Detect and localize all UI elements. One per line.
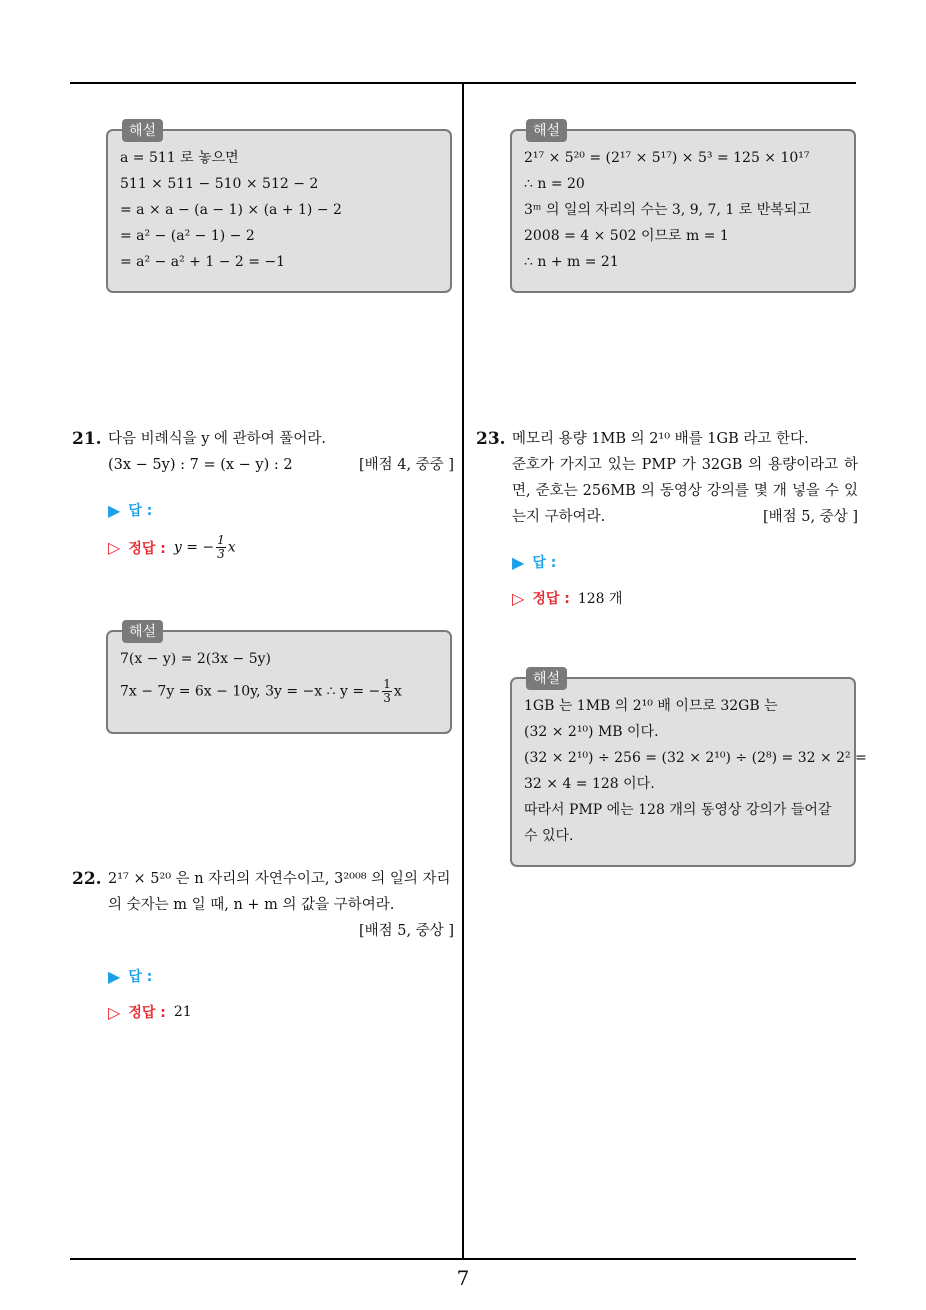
solution-line: 7x − 7y = 6x − 10y, 3y = −x ∴ y = − $\frac{1}{3}$ x bbox=[120, 677, 402, 705]
solution-line: a = 511 로 놓으면 bbox=[120, 150, 239, 166]
page-number: 7 bbox=[456, 1266, 470, 1290]
solution-line: 따라서 PMP 에는 128 개의 동영상 강의가 들어갈 bbox=[524, 802, 832, 818]
solution-line: = a² − (a² − 1) − 2 bbox=[120, 228, 255, 244]
question-number: 23. bbox=[476, 429, 506, 449]
solution-line: 32 × 4 = 128 이다. bbox=[524, 776, 655, 792]
solution-line: 2008 = 4 × 502 이므로 m = 1 bbox=[524, 228, 729, 244]
score-label: [배점 4, 중중 ] bbox=[358, 457, 454, 473]
column-divider bbox=[462, 83, 464, 1259]
question-text: 준호가 가지고 있는 PMP 가 32GB 의 용량이라고 하면, 준호는 256MB 의 동영상 강의를 몇 개 넣을 수 있는지 구하여라. bbox=[512, 457, 858, 525]
solution-tag: 해설 bbox=[122, 119, 163, 142]
filled-triangle-icon: ▶ bbox=[108, 966, 121, 986]
correct-answer-label: 정답 : bbox=[128, 540, 166, 557]
solution-line: ∴ n + m = 21 bbox=[524, 254, 619, 270]
solution-box-22 bbox=[510, 123, 856, 293]
question-number: 21. bbox=[72, 429, 102, 449]
correct-answer-row bbox=[108, 534, 236, 561]
solution-line: ∴ n = 20 bbox=[524, 176, 585, 192]
question-text: 다음 비례식을 y 에 관하여 풀어라. bbox=[108, 431, 326, 447]
correct-answer-value: y = − $\frac{1}{3}$ x bbox=[173, 533, 236, 561]
correct-answer-value: 21 bbox=[173, 1004, 192, 1020]
outline-triangle-icon: ▷ bbox=[512, 588, 525, 608]
solution-tag: 해설 bbox=[526, 119, 567, 142]
solution-line: 7(x − y) = 2(3x − 5y) bbox=[120, 651, 271, 667]
solution-line: 수 있다. bbox=[524, 828, 574, 844]
question-22 bbox=[72, 866, 454, 944]
correct-answer-label: 정답 : bbox=[532, 591, 570, 607]
outline-triangle-icon: ▷ bbox=[108, 538, 121, 557]
answer-label: 답 : bbox=[128, 969, 153, 985]
question-text: 메모리 용량 1MB 의 2¹⁰ 배를 1GB 라고 한다. bbox=[512, 431, 809, 447]
correct-answer-row bbox=[108, 1002, 192, 1022]
solution-line: = a² − a² + 1 − 2 = −1 bbox=[120, 254, 286, 270]
question-number: 22. bbox=[72, 869, 102, 889]
answer-label: 답 : bbox=[128, 503, 153, 519]
filled-triangle-icon: ▶ bbox=[108, 500, 121, 520]
solution-line: 511 × 511 − 510 × 512 − 2 bbox=[120, 176, 319, 192]
solution-line: 2¹⁷ × 5²⁰ = (2¹⁷ × 5¹⁷) × 5³ = 125 × 10¹⁷ bbox=[524, 150, 810, 166]
question-text: 의 숫자는 m 일 때, n + m 의 값을 구하여라. bbox=[108, 897, 395, 913]
correct-answer-label: 정답 : bbox=[128, 1005, 166, 1021]
question-equation: (3x − 5y) : 7 = (x − y) : 2 bbox=[108, 457, 293, 473]
solution-box-20 bbox=[106, 123, 452, 293]
answer-row bbox=[108, 500, 152, 520]
solution-tag: 해설 bbox=[122, 620, 163, 643]
solution-line: 1GB 는 1MB 의 2¹⁰ 배 이므로 32GB 는 bbox=[524, 698, 778, 714]
solution-line: (32 × 2¹⁰) MB 이다. bbox=[524, 724, 659, 740]
filled-triangle-icon: ▶ bbox=[512, 552, 525, 572]
score-label: [배점 5, 중상 ] bbox=[358, 923, 454, 939]
outline-triangle-icon: ▷ bbox=[108, 1002, 121, 1022]
score-label: [배점 5, 중상 ] bbox=[762, 509, 858, 525]
correct-answer-value: 128 개 bbox=[577, 591, 623, 607]
answer-row bbox=[108, 966, 152, 986]
question-23 bbox=[476, 426, 858, 530]
bottom-rule bbox=[70, 1258, 856, 1260]
solution-tag: 해설 bbox=[526, 667, 567, 690]
question-21 bbox=[72, 426, 454, 478]
answer-row bbox=[512, 552, 556, 572]
solution-line: = a × a − (a − 1) × (a + 1) − 2 bbox=[120, 202, 342, 218]
solution-line: 3ᵐ 의 일의 자리의 수는 3, 9, 7, 1 로 반복되고 bbox=[524, 202, 811, 218]
solution-box-23 bbox=[510, 671, 867, 867]
solution-box-21 bbox=[106, 624, 452, 734]
solution-line: (32 × 2¹⁰) ÷ 256 = (32 × 2¹⁰) ÷ (2⁸) = 32 × 2² = bbox=[524, 750, 867, 766]
answer-label: 답 : bbox=[532, 555, 557, 571]
correct-answer-row bbox=[512, 588, 623, 608]
question-text: 2¹⁷ × 5²⁰ 은 n 자리의 자연수이고, 3²⁰⁰⁸ 의 일의 자리 bbox=[108, 871, 451, 887]
